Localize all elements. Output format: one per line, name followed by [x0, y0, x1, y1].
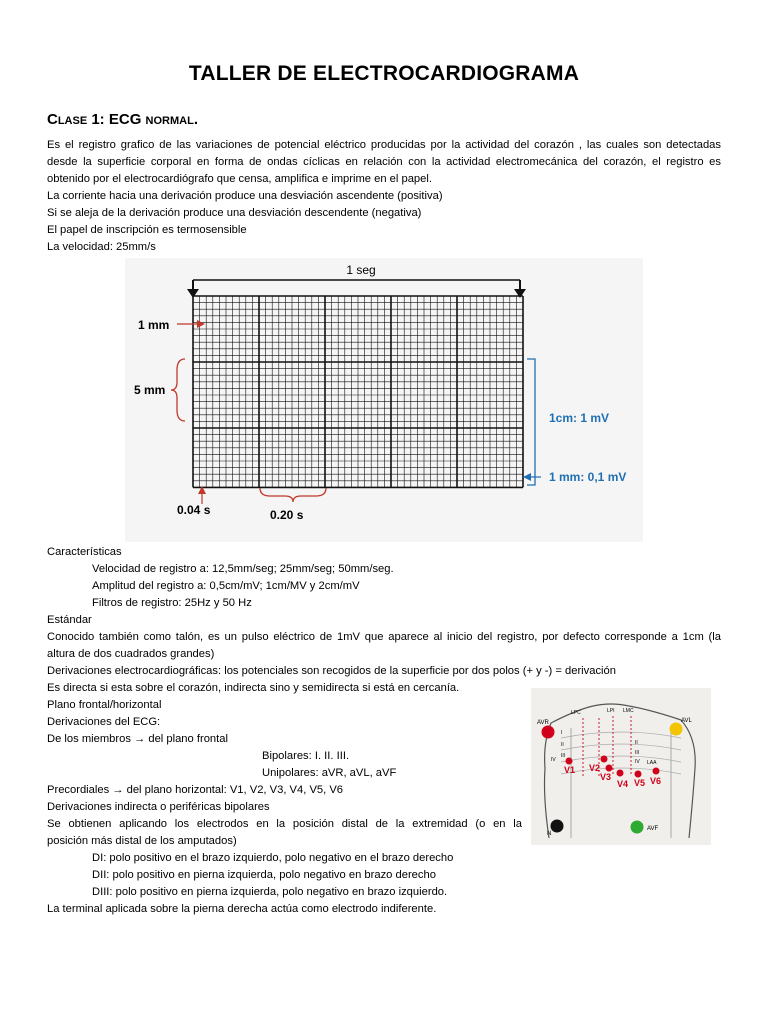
- fact-line: Si se aleja de la derivación produce una desviación descendente (negativa): [47, 207, 422, 219]
- electrode-v6: [653, 768, 660, 775]
- label-020s: 0.20 s: [270, 508, 304, 522]
- electrode-avr: [542, 726, 555, 739]
- label-1mm: 1 mm: [138, 318, 170, 332]
- label-lmc: LMC: [623, 708, 634, 714]
- caracteristica-item: Filtros de registro: 25Hz y 50 Hz: [92, 597, 252, 609]
- label-avr: AVR: [537, 720, 549, 726]
- arrow-icon: →: [112, 784, 124, 796]
- bipolares-line: Bipolares: I. II. III.: [262, 750, 350, 762]
- estandar-line-1: Conocido también como talón, es un pulso eléctrico de 1mV que aparece al inicio del registro, por defecto corresponde a 1cm (la: [47, 631, 721, 643]
- label-004s: 0.04 s: [177, 503, 211, 517]
- precordiales-text: Precordiales: [47, 784, 110, 796]
- electrode-v1: [566, 758, 573, 765]
- arrow-icon: →: [134, 733, 146, 745]
- derivaciones-line: Plano frontal/horizontal: [47, 699, 162, 711]
- lead-line: DI: polo positivo en el brazo izquierdo, polo negativo en el brazo derecho: [92, 852, 454, 864]
- section-heading: [47, 111, 198, 128]
- label-v2: V2: [589, 763, 601, 773]
- label-v5: V5: [634, 778, 646, 788]
- label-v6: V6: [650, 776, 662, 786]
- label-5mm: 5 mm: [134, 383, 166, 397]
- label-1mm-01mv: 1 mm: 0,1 mV: [549, 470, 627, 484]
- label-i: I: [561, 730, 563, 736]
- indirectas-line-2: posición más distal de los amputados): [47, 835, 237, 847]
- label-lpc: LPC: [571, 710, 581, 716]
- fact-line: El papel de inscripción es termosensible: [47, 224, 247, 236]
- intro-line-1: Es el registro grafico de las variaciones de potencial eléctrico producidas por la actividad del corazón , las cuales son detectadas: [47, 139, 721, 151]
- electrode-avl: [670, 723, 683, 736]
- miembros-rest: del plano frontal: [148, 733, 228, 745]
- fact-line: La velocidad: 25mm/s: [47, 241, 156, 253]
- caracteristica-item: Velocidad de registro a: 12,5mm/seg; 25mm/seg; 50mm/seg.: [92, 563, 394, 575]
- electrode-v4: [617, 770, 624, 777]
- label-ii-right: II: [635, 740, 638, 746]
- label-v1: V1: [564, 765, 576, 775]
- intro-line-2: desde la superficie corporal en forma de ondas cíclicas en relación con la actividad electromecánica del corazón, el registro es: [47, 156, 721, 168]
- miembros-text: De los miembros: [47, 733, 131, 745]
- caracteristica-item: Amplitud del registro a: 0,5cm/mV; 1cm/MV y 2cm/mV: [92, 580, 360, 592]
- label-iii-right: III: [635, 750, 640, 756]
- precordiales-rest: del plano horizontal: V1, V2, V3, V4, V5, V6: [126, 784, 344, 796]
- derivaciones-line: Es directa si esta sobre el corazón, indirecta sino y semidirecta si está en cercanía.: [47, 682, 460, 694]
- label-laa: LAA: [647, 760, 657, 766]
- label-avf: AVF: [647, 826, 659, 832]
- label-lpi: LPI: [607, 708, 615, 714]
- section-number: Clase 1:: [47, 111, 105, 128]
- electrode-avf: [631, 821, 644, 834]
- label-iv-right: IV: [635, 759, 640, 765]
- electrode-v5: [635, 771, 642, 778]
- estandar-line-2: altura de dos cuadrados grandes): [47, 648, 215, 660]
- label-avl: AVL: [681, 718, 692, 724]
- final-line: La terminal aplicada sobre la pierna derecha actúa como electrodo indiferente.: [47, 903, 437, 915]
- label-v3: V3: [600, 772, 612, 782]
- lead-line: DII: polo positivo en pierna izquierda, polo negativo en brazo derecho: [92, 869, 436, 881]
- label-1cm-1mv: 1cm: 1 mV: [549, 411, 610, 425]
- label-n: N: [547, 831, 552, 837]
- indirectas-line-1: Se obtienen aplicando los electrodos en la posición distal de la extremidad (o en la: [47, 818, 522, 830]
- miembros-line: [47, 731, 228, 748]
- intro-line-3: obtenido por el electrocardiógrafo que censa, amplifica e imprime en el papel.: [47, 173, 432, 185]
- fact-line: La corriente hacia una derivación produce una desviación ascendente (positiva): [47, 190, 443, 202]
- electrode-v2: [601, 756, 608, 763]
- label-iii: III: [561, 753, 566, 759]
- electrode-v3: [606, 765, 613, 772]
- lead-line: DIII: polo positivo en pierna izquierda, polo negativo en brazo izquierdo.: [92, 886, 448, 898]
- precordiales-line: [47, 782, 343, 799]
- unipolares-line: Unipolares: aVR, aVL, aVF: [262, 767, 397, 779]
- electrode-n: [551, 820, 564, 833]
- page-title: TALLER DE ELECTROCARDIOGRAMA: [188, 62, 580, 85]
- label-1seg: 1 seg: [346, 263, 376, 277]
- label-ii: II: [561, 742, 564, 748]
- estandar-heading: Estándar: [47, 614, 92, 626]
- derivaciones-line: Derivaciones del ECG:: [47, 716, 161, 728]
- label-iv: IV: [551, 757, 556, 763]
- indirectas-heading: Derivaciones indirecta o periféricas bipolares: [47, 801, 270, 813]
- section-normal: normal.: [145, 111, 198, 128]
- ecg-paper-figure: [125, 258, 643, 542]
- section-ecg: ECG: [108, 111, 142, 128]
- label-v4: V4: [617, 779, 629, 789]
- derivaciones-line: Derivaciones electrocardiográficas: los potenciales son recogidos de la superficie por dos polos (+ y -) = derivación: [47, 665, 616, 677]
- caracteristicas-heading: Características: [47, 546, 122, 558]
- chest-electrode-figure: [531, 688, 711, 845]
